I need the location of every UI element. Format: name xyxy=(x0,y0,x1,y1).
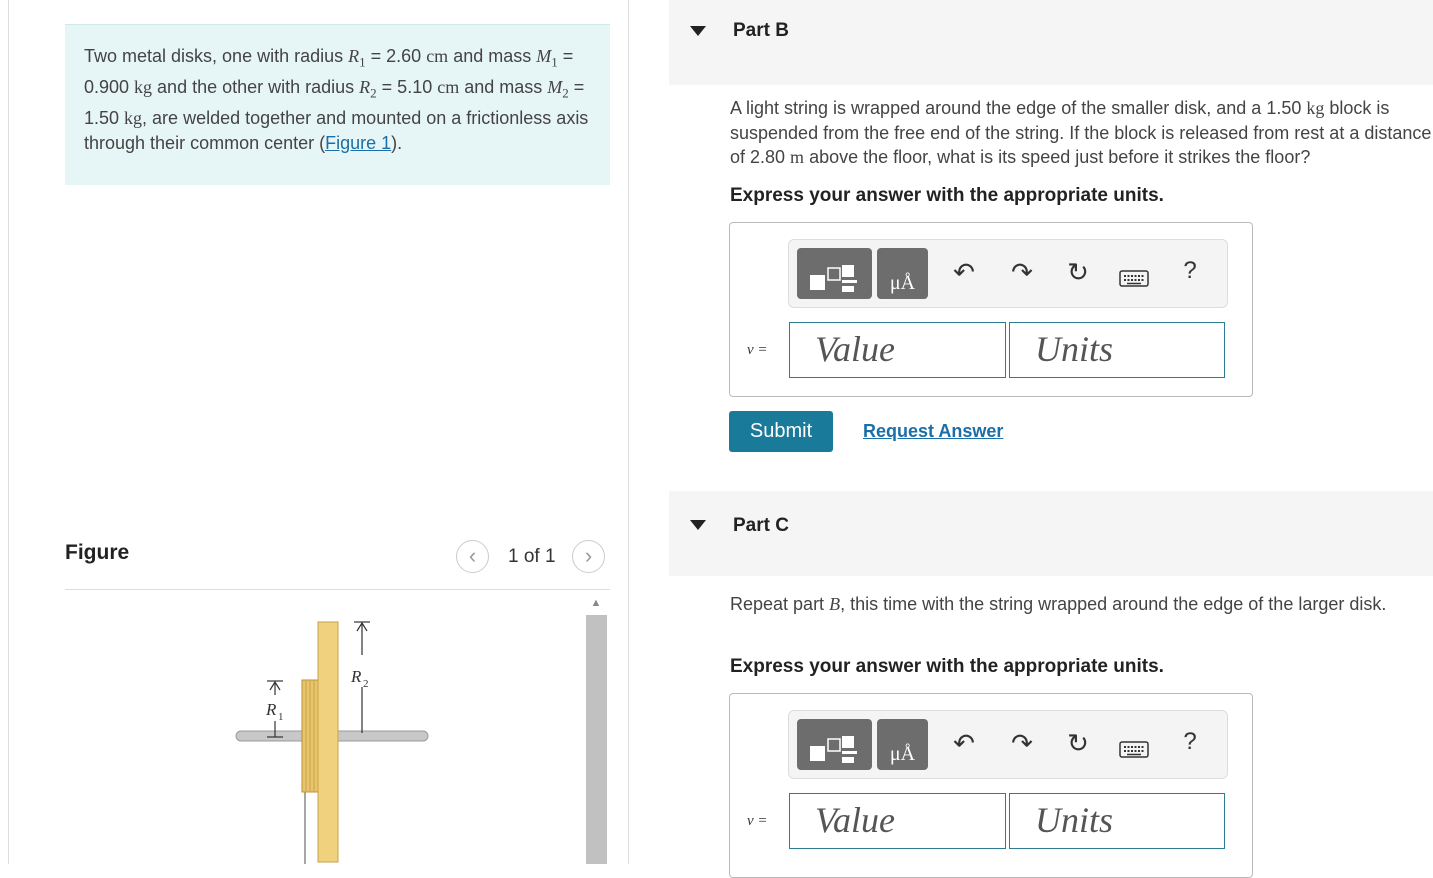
small-disk xyxy=(302,680,320,792)
part-c-question: Repeat part B, this time with the string wrapped around the edge of the larger disk. xyxy=(730,594,1387,614)
templates-icon xyxy=(797,248,872,299)
chevron-left-icon: ‹ xyxy=(468,543,477,568)
templates-button[interactable] xyxy=(797,719,872,770)
figure-title: Figure xyxy=(65,541,130,564)
part-c-instruction: Express your answer with the appropriate units. xyxy=(730,656,1164,677)
figure-prev-button[interactable] xyxy=(456,540,489,573)
part-b-var-label: v = xyxy=(747,342,768,358)
part-b-instruction: Express your answer with the appropriate units. xyxy=(730,185,1164,206)
scroll-up-icon[interactable]: ▲ xyxy=(590,597,602,609)
part-b-header[interactable] xyxy=(669,0,1433,85)
units-icon: μÅ xyxy=(889,272,916,294)
templates-icon xyxy=(797,719,872,770)
help-icon[interactable]: ? xyxy=(1183,728,1197,755)
large-disk xyxy=(318,622,338,862)
figure-divider xyxy=(65,589,610,590)
part-c-toolbar xyxy=(788,710,1228,779)
scrollbar-thumb[interactable] xyxy=(586,615,607,864)
part-b-title: Part B xyxy=(733,20,789,41)
part-c-units-input[interactable]: Units xyxy=(1009,793,1225,849)
label-r2: R xyxy=(351,667,362,686)
figure-next-button[interactable] xyxy=(572,540,605,573)
part-b-toggle-icon[interactable] xyxy=(690,26,706,36)
left-edge-border xyxy=(8,0,9,864)
undo-icon[interactable]: ↶ xyxy=(953,728,975,758)
panel-divider xyxy=(628,0,629,864)
units-button[interactable] xyxy=(877,719,928,770)
disk-figure xyxy=(230,615,440,864)
keyboard-icon[interactable] xyxy=(1119,741,1149,758)
figure-counter: 1 of 1 xyxy=(508,546,556,567)
chevron-right-icon: › xyxy=(584,543,593,568)
svg-text:1: 1 xyxy=(278,711,284,723)
part-b-question: A light string is wrapped around the edge of the smaller disk, and a 1.50 kg block is suspended from the free end of the string. If the block is released from rest at a distance of 2.80 m above the floor, what is its speed just before it strikes the floor? xyxy=(730,98,1432,167)
part-c-title: Part C xyxy=(733,515,789,536)
submit-button[interactable]: Submit xyxy=(729,411,833,452)
part-b-units-input[interactable]: Units xyxy=(1009,322,1225,378)
figure-link[interactable]: Figure 1 xyxy=(325,132,392,153)
part-b-toolbar xyxy=(788,239,1228,308)
part-c-var-label: v = xyxy=(747,813,768,829)
part-c-value-input[interactable]: Value xyxy=(789,793,1006,849)
undo-icon[interactable]: ↶ xyxy=(953,257,975,287)
reset-icon[interactable]: ↻ xyxy=(1067,257,1089,287)
help-icon[interactable]: ? xyxy=(1183,257,1197,284)
label-r1: R xyxy=(266,700,277,719)
reset-icon[interactable]: ↻ xyxy=(1067,728,1089,758)
units-icon: μÅ xyxy=(889,743,916,765)
problem-statement: Two metal disks, one with radius $R_1 = 2.60$ cm and mass $M_1 = 0.900$ kg and the other with radius $R_2 = 5.10$ cm and mass $M_2 = 1.50$ kg, are welded together and mounted on a frictionless axis through their common center (Figure 1). xyxy=(65,24,610,185)
svg-text:2: 2 xyxy=(363,678,369,690)
keyboard-icon[interactable] xyxy=(1119,270,1149,287)
part-b-value-input[interactable]: Value xyxy=(789,322,1006,378)
request-answer-link[interactable]: Request Answer xyxy=(863,421,1004,441)
redo-icon[interactable]: ↷ xyxy=(1011,728,1033,758)
templates-button[interactable] xyxy=(797,248,872,299)
part-c-toggle-icon[interactable] xyxy=(690,520,706,530)
redo-icon[interactable]: ↷ xyxy=(1011,257,1033,287)
units-button[interactable] xyxy=(877,248,928,299)
